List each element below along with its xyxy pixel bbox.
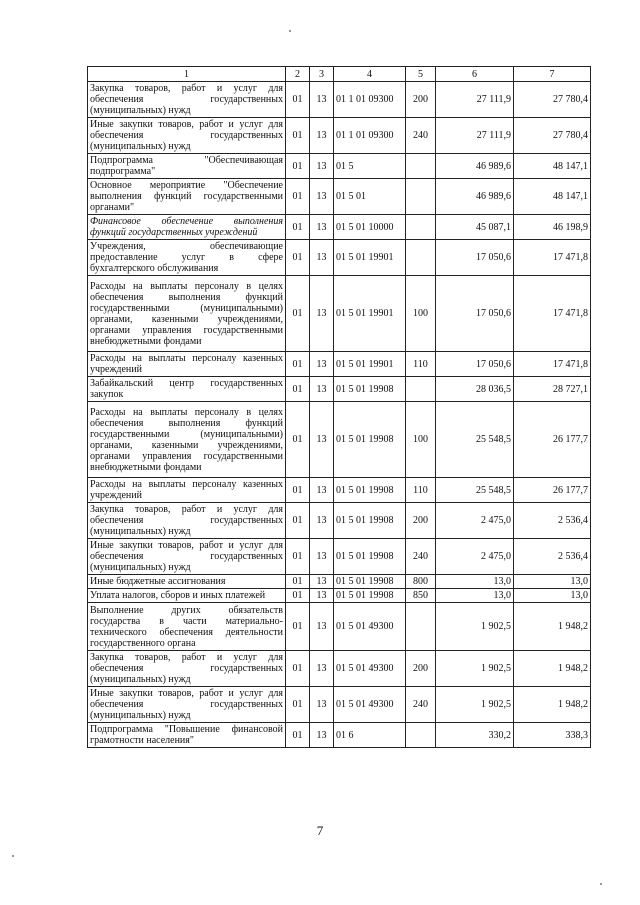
cell-amount-year2: 2 536,4 xyxy=(514,539,591,575)
cell-amount-year1: 17 050,6 xyxy=(436,352,514,377)
cell-name: Расходы на выплаты персоналу в целях обеспечения выполнения функций государственными (муниципальными) органами, казенными учреждениями, органами управления государственными внебюджетными фондами xyxy=(88,402,286,478)
cell-name: Забайкальский центр государственных закупок xyxy=(88,377,286,402)
cell-expense-type xyxy=(406,603,436,651)
cell-expense-type: 800 xyxy=(406,575,436,589)
table-row xyxy=(88,240,591,276)
cell-expense-type: 100 xyxy=(406,402,436,478)
table-row xyxy=(88,215,591,240)
cell-expense-type: 200 xyxy=(406,503,436,539)
cell-subsection: 13 xyxy=(310,154,334,179)
table-row xyxy=(88,503,591,539)
cell-section: 01 xyxy=(286,154,310,179)
cell-target-article: 01 5 01 19901 xyxy=(334,240,406,276)
cell-subsection: 13 xyxy=(310,539,334,575)
scan-speck xyxy=(600,883,602,885)
cell-amount-year2: 27 780,4 xyxy=(514,82,591,118)
table-row xyxy=(88,154,591,179)
cell-section: 01 xyxy=(286,215,310,240)
cell-name: Иные закупки товаров, работ и услуг для обеспечения государственных (муниципальных) нужд xyxy=(88,687,286,723)
cell-name: Расходы на выплаты персоналу в целях обеспечения выполнения функций государственными (муниципальными) органами, казенными учреждениями, органами управления государственными внебюджетными фондами xyxy=(88,276,286,352)
cell-amount-year2: 13,0 xyxy=(514,589,591,603)
cell-subsection: 13 xyxy=(310,651,334,687)
cell-name: Закупка товаров, работ и услуг для обеспечения государственных (муниципальных) нужд xyxy=(88,503,286,539)
cell-subsection: 13 xyxy=(310,575,334,589)
cell-target-article: 01 5 01 19908 xyxy=(334,377,406,402)
cell-expense-type xyxy=(406,240,436,276)
column-header: 3 xyxy=(310,67,334,82)
cell-expense-type xyxy=(406,215,436,240)
cell-target-article: 01 5 01 19908 xyxy=(334,575,406,589)
cell-subsection: 13 xyxy=(310,589,334,603)
cell-section: 01 xyxy=(286,687,310,723)
cell-amount-year2: 26 177,7 xyxy=(514,402,591,478)
cell-section: 01 xyxy=(286,352,310,377)
cell-amount-year2: 17 471,8 xyxy=(514,240,591,276)
cell-target-article: 01 5 01 19908 xyxy=(334,539,406,575)
cell-amount-year1: 2 475,0 xyxy=(436,503,514,539)
cell-target-article: 01 5 01 19908 xyxy=(334,402,406,478)
cell-amount-year1: 45 087,1 xyxy=(436,215,514,240)
table-row xyxy=(88,179,591,215)
cell-amount-year1: 1 902,5 xyxy=(436,651,514,687)
cell-expense-type xyxy=(406,179,436,215)
cell-subsection: 13 xyxy=(310,118,334,154)
cell-expense-type: 110 xyxy=(406,352,436,377)
cell-subsection: 13 xyxy=(310,352,334,377)
cell-amount-year1: 27 111,9 xyxy=(436,118,514,154)
table-row xyxy=(88,651,591,687)
cell-amount-year2: 27 780,4 xyxy=(514,118,591,154)
cell-target-article: 01 5 01 10000 xyxy=(334,215,406,240)
cell-target-article: 01 5 01 49300 xyxy=(334,651,406,687)
cell-name: Иные закупки товаров, работ и услуг для обеспечения государственных (муниципальных) нужд xyxy=(88,539,286,575)
column-header: 1 xyxy=(88,67,286,82)
cell-name: Основное мероприятие "Обеспечение выполнения функций государственными органами" xyxy=(88,179,286,215)
cell-expense-type: 850 xyxy=(406,589,436,603)
table-row xyxy=(88,352,591,377)
cell-amount-year2: 48 147,1 xyxy=(514,154,591,179)
table-row xyxy=(88,723,591,748)
table-row xyxy=(88,687,591,723)
cell-target-article: 01 5 01 19908 xyxy=(334,589,406,603)
cell-subsection: 13 xyxy=(310,240,334,276)
cell-amount-year2: 17 471,8 xyxy=(514,352,591,377)
cell-amount-year2: 1 948,2 xyxy=(514,603,591,651)
cell-target-article: 01 1 01 09300 xyxy=(334,118,406,154)
table-row xyxy=(88,82,591,118)
cell-amount-year2: 338,3 xyxy=(514,723,591,748)
cell-section: 01 xyxy=(286,575,310,589)
column-header: 6 xyxy=(436,67,514,82)
column-header: 5 xyxy=(406,67,436,82)
cell-expense-type xyxy=(406,154,436,179)
cell-amount-year1: 46 989,6 xyxy=(436,154,514,179)
table-body xyxy=(88,82,591,748)
table-row xyxy=(88,539,591,575)
cell-subsection: 13 xyxy=(310,478,334,503)
cell-amount-year2: 2 536,4 xyxy=(514,503,591,539)
cell-section: 01 xyxy=(286,603,310,651)
cell-amount-year2: 46 198,9 xyxy=(514,215,591,240)
cell-section: 01 xyxy=(286,240,310,276)
cell-expense-type: 240 xyxy=(406,118,436,154)
cell-section: 01 xyxy=(286,478,310,503)
cell-section: 01 xyxy=(286,118,310,154)
cell-section: 01 xyxy=(286,82,310,118)
column-header: 2 xyxy=(286,67,310,82)
table-row xyxy=(88,118,591,154)
cell-subsection: 13 xyxy=(310,723,334,748)
cell-name: Выполнение других обязательств государства в части материально-технического обеспечения деятельности государственного органа xyxy=(88,603,286,651)
cell-name: Учреждения, обеспечивающие предоставление услуг в сфере бухгалтерского обслуживания xyxy=(88,240,286,276)
cell-name: Финансовое обеспечение выполнения функций государственных учреждений xyxy=(88,215,286,240)
cell-name: Расходы на выплаты персоналу казенных учреждений xyxy=(88,478,286,503)
cell-subsection: 13 xyxy=(310,503,334,539)
cell-subsection: 13 xyxy=(310,179,334,215)
cell-amount-year1: 46 989,6 xyxy=(436,179,514,215)
cell-expense-type: 240 xyxy=(406,687,436,723)
table-row xyxy=(88,402,591,478)
cell-amount-year2: 1 948,2 xyxy=(514,651,591,687)
table-row xyxy=(88,589,591,603)
scan-speck xyxy=(12,855,14,857)
cell-amount-year1: 13,0 xyxy=(436,575,514,589)
cell-name: Иные бюджетные ассигнования xyxy=(88,575,286,589)
cell-amount-year2: 28 727,1 xyxy=(514,377,591,402)
cell-amount-year1: 25 548,5 xyxy=(436,478,514,503)
cell-subsection: 13 xyxy=(310,377,334,402)
cell-subsection: 13 xyxy=(310,687,334,723)
page-number: 7 xyxy=(316,823,324,838)
cell-amount-year1: 1 902,5 xyxy=(436,687,514,723)
cell-amount-year1: 17 050,6 xyxy=(436,240,514,276)
table-row xyxy=(88,603,591,651)
cell-subsection: 13 xyxy=(310,215,334,240)
cell-expense-type: 200 xyxy=(406,651,436,687)
cell-amount-year2: 48 147,1 xyxy=(514,179,591,215)
cell-expense-type: 240 xyxy=(406,539,436,575)
cell-expense-type xyxy=(406,377,436,402)
cell-section: 01 xyxy=(286,539,310,575)
cell-amount-year1: 28 036,5 xyxy=(436,377,514,402)
cell-target-article: 01 5 01 19908 xyxy=(334,478,406,503)
header-row xyxy=(88,67,591,82)
cell-section: 01 xyxy=(286,503,310,539)
cell-amount-year1: 2 475,0 xyxy=(436,539,514,575)
cell-target-article: 01 5 01 49300 xyxy=(334,603,406,651)
table-row xyxy=(88,377,591,402)
cell-name: Закупка товаров, работ и услуг для обеспечения государственных (муниципальных) нужд xyxy=(88,82,286,118)
cell-amount-year2: 17 471,8 xyxy=(514,276,591,352)
cell-name: Расходы на выплаты персоналу казенных учреждений xyxy=(88,352,286,377)
cell-section: 01 xyxy=(286,402,310,478)
cell-amount-year2: 1 948,2 xyxy=(514,687,591,723)
cell-section: 01 xyxy=(286,723,310,748)
cell-target-article: 01 5 01 19908 xyxy=(334,503,406,539)
cell-amount-year1: 27 111,9 xyxy=(436,82,514,118)
cell-subsection: 13 xyxy=(310,82,334,118)
cell-target-article: 01 5 01 49300 xyxy=(334,687,406,723)
cell-amount-year1: 330,2 xyxy=(436,723,514,748)
cell-amount-year2: 13,0 xyxy=(514,575,591,589)
cell-target-article: 01 5 01 19901 xyxy=(334,276,406,352)
cell-amount-year1: 17 050,6 xyxy=(436,276,514,352)
cell-name: Подпрограмма "Обеспечивающая подпрограмма" xyxy=(88,154,286,179)
table-row xyxy=(88,575,591,589)
cell-expense-type: 110 xyxy=(406,478,436,503)
cell-subsection: 13 xyxy=(310,603,334,651)
table-row xyxy=(88,478,591,503)
cell-section: 01 xyxy=(286,651,310,687)
cell-name: Уплата налогов, сборов и иных платежей xyxy=(88,589,286,603)
cell-target-article: 01 1 01 09300 xyxy=(334,82,406,118)
cell-target-article: 01 6 xyxy=(334,723,406,748)
cell-expense-type: 200 xyxy=(406,82,436,118)
cell-amount-year1: 1 902,5 xyxy=(436,603,514,651)
cell-subsection: 13 xyxy=(310,402,334,478)
cell-amount-year1: 13,0 xyxy=(436,589,514,603)
cell-target-article: 01 5 01 xyxy=(334,179,406,215)
column-header: 4 xyxy=(334,67,406,82)
cell-name: Иные закупки товаров, работ и услуг для обеспечения государственных (муниципальных) нужд xyxy=(88,118,286,154)
cell-section: 01 xyxy=(286,377,310,402)
budget-table xyxy=(87,66,591,748)
cell-amount-year2: 26 177,7 xyxy=(514,478,591,503)
column-header: 7 xyxy=(514,67,591,82)
cell-target-article: 01 5 01 19901 xyxy=(334,352,406,377)
cell-expense-type: 100 xyxy=(406,276,436,352)
cell-section: 01 xyxy=(286,589,310,603)
table-row xyxy=(88,276,591,352)
cell-subsection: 13 xyxy=(310,276,334,352)
cell-section: 01 xyxy=(286,276,310,352)
cell-section: 01 xyxy=(286,179,310,215)
scan-speck xyxy=(289,30,291,32)
cell-name: Закупка товаров, работ и услуг для обеспечения государственных (муниципальных) нужд xyxy=(88,651,286,687)
cell-name: Подпрограмма "Повышение финансовой грамотности населения" xyxy=(88,723,286,748)
cell-amount-year1: 25 548,5 xyxy=(436,402,514,478)
cell-expense-type xyxy=(406,723,436,748)
cell-target-article: 01 5 xyxy=(334,154,406,179)
